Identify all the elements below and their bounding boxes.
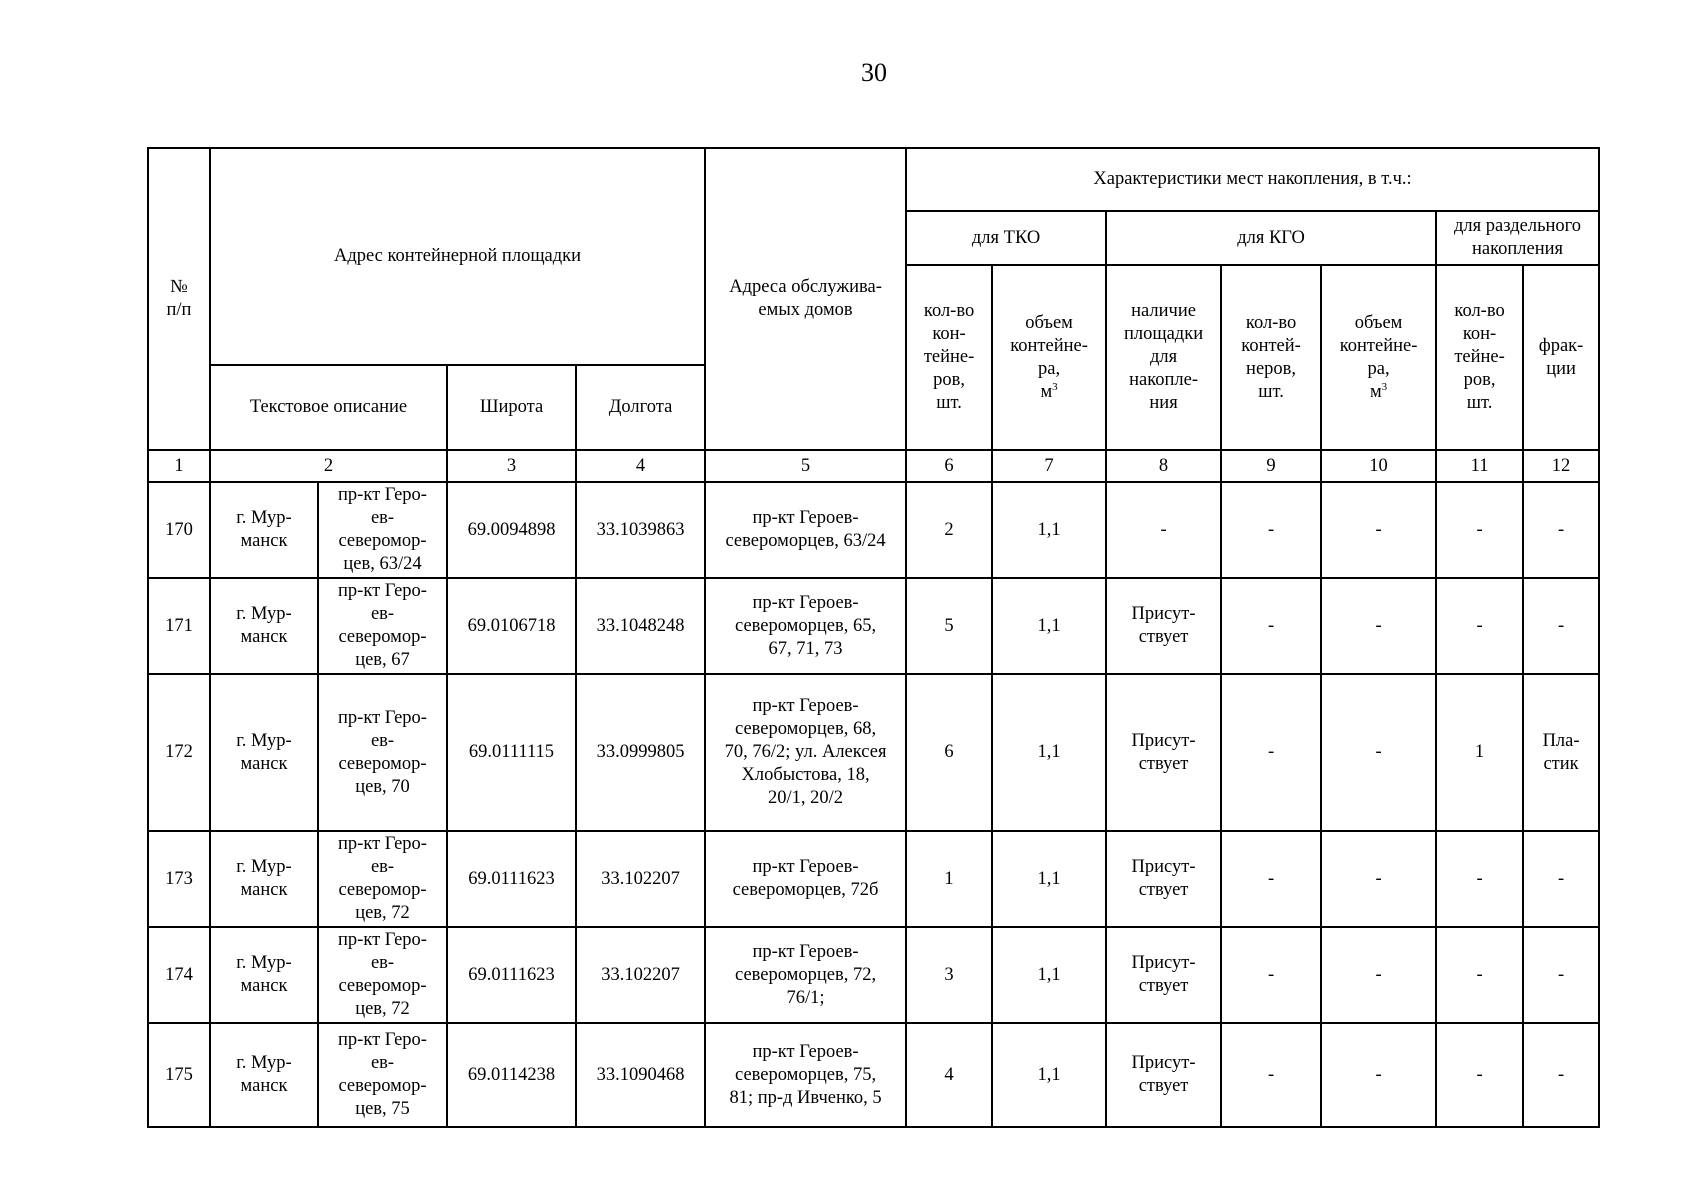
table-row	[148, 927, 1599, 1023]
served-line: пр-кт Героев-	[752, 1041, 859, 1062]
city-line: манск	[240, 627, 288, 647]
row-number: 170	[148, 482, 210, 578]
header-number-line: №	[170, 277, 188, 297]
longitude-cell: 33.1090468	[576, 1023, 705, 1127]
header-kgo-volume-line: объем	[1354, 312, 1403, 333]
header-tko-volume-line: м	[1040, 381, 1053, 402]
fraction-line: -	[1557, 1064, 1565, 1085]
header-served-line: Адреса обслужива-	[729, 277, 882, 297]
served-line: Хлобыстова, 18,	[741, 765, 870, 785]
kgo-count-cell: -	[1221, 927, 1321, 1023]
column-number: 5	[705, 450, 906, 482]
served-line: североморцев, 65,	[735, 615, 877, 636]
tko-volume-cell: 1,1	[992, 578, 1106, 674]
row-number: 172	[148, 674, 210, 831]
header-fraction-line: фрак-	[1538, 335, 1584, 356]
street-cell	[318, 1023, 447, 1127]
header-separate-line: накопления	[1472, 239, 1564, 259]
tko-volume-cell: 1,1	[992, 927, 1106, 1023]
column-number: 4	[576, 450, 705, 482]
header-tko-volume-line: ра,	[1038, 358, 1061, 379]
tko-count-cell: 5	[906, 578, 992, 674]
served-line: североморцев, 63/24	[725, 531, 886, 551]
latitude-cell: 69.0114238	[447, 1023, 576, 1127]
header-longitude: Долгота	[576, 365, 705, 450]
street-cell	[318, 482, 447, 578]
street-line: цев, 63/24	[343, 554, 422, 574]
table-row	[148, 674, 1599, 831]
header-kgo-volume-line: м	[1369, 381, 1382, 402]
tko-volume-cell: 1,1	[992, 1023, 1106, 1127]
tko-count-cell: 2	[906, 482, 992, 578]
kgo-count-cell: -	[1221, 578, 1321, 674]
row-number: 174	[148, 927, 210, 1023]
header-separate	[1436, 211, 1599, 265]
kgo-site-line: ствует	[1138, 627, 1189, 647]
city-line: манск	[240, 753, 288, 774]
header-served-houses	[705, 148, 906, 450]
header-sep-count-line: тейне-	[1454, 347, 1505, 367]
column-number: 7	[992, 450, 1106, 482]
header-sep-count-line: кол-во	[1454, 301, 1505, 321]
served-line: пр-кт Героев-	[752, 592, 859, 613]
header-sep-count-line: ров,	[1463, 370, 1496, 390]
street-cell	[318, 578, 447, 674]
longitude-cell: 33.102207	[576, 927, 705, 1023]
volume-exponent: 3	[1381, 380, 1388, 393]
row-number: 175	[148, 1023, 210, 1127]
street-line: цев, 72	[355, 903, 410, 923]
header-separate-count	[1436, 265, 1523, 450]
served-line: североморцев, 68,	[735, 719, 877, 739]
header-kgo-site-line: площадки	[1123, 324, 1204, 344]
kgo-site-line: Присут-	[1131, 953, 1196, 973]
street-line: пр-кт Геро-	[338, 485, 427, 505]
street-line: цев, 72	[355, 999, 410, 1019]
header-fraction-line: ции	[1546, 358, 1576, 379]
kgo-site-line: ствует	[1138, 976, 1189, 996]
city-cell	[210, 674, 318, 831]
column-number: 10	[1321, 450, 1436, 482]
served-houses-cell	[705, 927, 906, 1023]
kgo-site-line: -	[1160, 519, 1167, 540]
fraction-cell	[1523, 482, 1599, 578]
served-line: пр-кт Героев-	[752, 508, 859, 528]
street-line: цев, 70	[355, 776, 410, 797]
longitude-cell: 33.102207	[576, 831, 705, 927]
street-line: северомор-	[338, 753, 427, 774]
header-tko-count	[906, 265, 992, 450]
kgo-count-cell: -	[1221, 674, 1321, 831]
served-houses-cell	[705, 1023, 906, 1127]
fraction-line: Пла-	[1542, 730, 1580, 751]
latitude-cell: 69.0111623	[447, 831, 576, 927]
street-line: ев-	[370, 857, 395, 877]
street-line: северомор-	[338, 976, 427, 996]
latitude-cell: 69.0106718	[447, 578, 576, 674]
kgo-site-line: ствует	[1138, 1076, 1189, 1096]
fraction-line: -	[1557, 964, 1565, 985]
table-body	[148, 482, 1599, 1127]
city-line: манск	[240, 880, 288, 900]
header-number-line: п/п	[166, 300, 192, 320]
page-number: 30	[861, 58, 887, 87]
tko-volume-cell: 1,1	[992, 674, 1106, 831]
container-sites-table	[147, 147, 1600, 1128]
street-cell	[318, 831, 447, 927]
header-kgo-site-line: для	[1149, 347, 1178, 367]
kgo-site-cell	[1106, 578, 1221, 674]
city-line: г. Мур-	[236, 953, 292, 973]
served-line: 67, 71, 73	[768, 638, 843, 659]
column-number: 3	[447, 450, 576, 482]
city-line: г. Мур-	[236, 508, 292, 528]
kgo-site-line: Присут-	[1131, 857, 1196, 877]
header-kgo-site-line: наличие	[1131, 301, 1196, 321]
kgo-site-line: Присут-	[1131, 730, 1196, 751]
kgo-site-cell	[1106, 1023, 1221, 1127]
kgo-volume-cell: -	[1321, 1023, 1436, 1127]
latitude-cell: 69.0111623	[447, 927, 576, 1023]
city-line: манск	[240, 1076, 288, 1096]
served-line: североморцев, 75,	[735, 1064, 877, 1085]
header-kgo-count-line: неров,	[1246, 358, 1297, 379]
served-line: североморцев, 72,	[735, 964, 877, 985]
header-kgo-volume	[1321, 265, 1436, 450]
city-line: г. Мур-	[236, 730, 292, 751]
served-line: 81; пр-д Ивченко, 5	[729, 1087, 882, 1108]
header-kgo-volume-line: ра,	[1367, 358, 1390, 379]
street-line: северомор-	[338, 1076, 427, 1096]
table-row	[148, 482, 1599, 578]
fraction-line: стик	[1543, 753, 1579, 774]
tko-volume-cell: 1,1	[992, 482, 1106, 578]
header-kgo-count-line: кол-во	[1245, 312, 1297, 333]
tko-count-cell: 6	[906, 674, 992, 831]
street-line: пр-кт Геро-	[338, 707, 427, 728]
header-kgo-count-line: контей-	[1241, 335, 1301, 356]
city-cell	[210, 927, 318, 1023]
city-line: г. Мур-	[236, 1053, 292, 1073]
row-number: 171	[148, 578, 210, 674]
street-line: ев-	[370, 1053, 395, 1073]
kgo-count-cell: -	[1221, 482, 1321, 578]
street-line: пр-кт Геро-	[338, 1030, 427, 1050]
served-houses-cell	[705, 674, 906, 831]
kgo-site-line: ствует	[1138, 880, 1189, 900]
header-sep-count-line: кон-	[1462, 324, 1497, 344]
city-line: манск	[240, 531, 288, 551]
city-line: г. Мур-	[236, 604, 292, 624]
header-sep-count-line: шт.	[1466, 393, 1493, 413]
separate-count-cell: -	[1436, 927, 1523, 1023]
fraction-cell	[1523, 578, 1599, 674]
column-number: 9	[1221, 450, 1321, 482]
city-line: манск	[240, 976, 288, 996]
tko-count-cell: 1	[906, 831, 992, 927]
header-tko-count-line: кон-	[932, 324, 966, 344]
column-number: 2	[210, 450, 447, 482]
header-latitude: Широта	[447, 365, 576, 450]
fraction-line: -	[1557, 615, 1565, 636]
fraction-cell	[1523, 674, 1599, 831]
longitude-cell: 33.1048248	[576, 578, 705, 674]
street-line: пр-кт Геро-	[338, 834, 427, 854]
header-text-description: Текстовое описание	[210, 365, 447, 450]
header-served-line: емых домов	[758, 300, 853, 320]
fraction-cell	[1523, 831, 1599, 927]
longitude-cell: 33.1039863	[576, 482, 705, 578]
table-row	[148, 578, 1599, 674]
served-line: 20/1, 20/2	[768, 788, 844, 808]
kgo-volume-cell: -	[1321, 831, 1436, 927]
separate-count-cell: -	[1436, 831, 1523, 927]
header-kgo-count-line: шт.	[1258, 381, 1284, 402]
header-fraction	[1523, 265, 1599, 450]
city-cell	[210, 578, 318, 674]
served-line: 76/1;	[786, 987, 825, 1008]
city-cell	[210, 1023, 318, 1127]
street-line: ев-	[370, 953, 395, 973]
street-line: северомор-	[338, 531, 427, 551]
header-tko-count-line: кол-во	[923, 301, 975, 321]
served-line: пр-кт Героев-	[752, 941, 859, 962]
street-line: ев-	[370, 730, 395, 751]
header-kgo-site-line: накопле-	[1129, 370, 1198, 390]
street-line: северомор-	[338, 627, 427, 647]
fraction-line: -	[1557, 519, 1565, 540]
header-tko: для ТКО	[906, 211, 1106, 265]
kgo-volume-cell: -	[1321, 578, 1436, 674]
kgo-count-cell: -	[1221, 1023, 1321, 1127]
street-cell	[318, 927, 447, 1023]
street-line: пр-кт Геро-	[338, 581, 427, 601]
fraction-line: -	[1557, 868, 1565, 889]
table-header	[148, 148, 1599, 482]
city-line: г. Мур-	[236, 857, 292, 877]
latitude-cell: 69.0094898	[447, 482, 576, 578]
kgo-site-cell	[1106, 674, 1221, 831]
header-number	[148, 148, 210, 450]
separate-count-cell: -	[1436, 1023, 1523, 1127]
street-line: цев, 67	[355, 650, 410, 670]
header-site-address: Адрес контейнерной площадки	[210, 148, 705, 365]
fraction-cell	[1523, 927, 1599, 1023]
header-kgo-volume-line: контейне-	[1339, 335, 1418, 356]
street-cell	[318, 674, 447, 831]
kgo-count-cell: -	[1221, 831, 1321, 927]
header-kgo: для КГО	[1106, 211, 1436, 265]
served-houses-cell	[705, 482, 906, 578]
served-houses-cell	[705, 831, 906, 927]
header-tko-volume	[992, 265, 1106, 450]
header-tko-count-line: шт.	[936, 393, 962, 413]
header-kgo-site	[1106, 265, 1221, 450]
header-separate-line: для раздельного	[1454, 216, 1582, 236]
longitude-cell: 33.0999805	[576, 674, 705, 831]
city-cell	[210, 482, 318, 578]
kgo-volume-cell: -	[1321, 674, 1436, 831]
separate-count-cell: -	[1436, 482, 1523, 578]
street-line: цев, 75	[355, 1099, 410, 1119]
tko-volume-cell: 1,1	[992, 831, 1106, 927]
street-line: пр-кт Геро-	[338, 930, 427, 950]
kgo-volume-cell: -	[1321, 482, 1436, 578]
served-line: североморцев, 72б	[732, 880, 879, 900]
latitude-cell: 69.0111115	[447, 674, 576, 831]
kgo-site-line: ствует	[1138, 753, 1189, 774]
column-number: 12	[1523, 450, 1599, 482]
header-tko-volume-line: объем	[1025, 312, 1073, 333]
table-row	[148, 831, 1599, 927]
tko-count-cell: 3	[906, 927, 992, 1023]
header-tko-volume-line: контейне-	[1010, 335, 1088, 356]
column-number: 1	[148, 450, 210, 482]
kgo-site-cell	[1106, 831, 1221, 927]
separate-count-cell: -	[1436, 578, 1523, 674]
served-line: 70, 76/2; ул. Алексея	[724, 742, 887, 762]
header-kgo-count	[1221, 265, 1321, 450]
separate-count-cell: 1	[1436, 674, 1523, 831]
column-number: 11	[1436, 450, 1523, 482]
header-kgo-site-line: ния	[1149, 393, 1178, 413]
street-line: северомор-	[338, 880, 427, 900]
city-cell	[210, 831, 318, 927]
kgo-volume-cell: -	[1321, 927, 1436, 1023]
column-number: 6	[906, 450, 992, 482]
header-characteristics: Характеристики мест накопления, в т.ч.:	[906, 148, 1599, 211]
served-houses-cell	[705, 578, 906, 674]
row-number: 173	[148, 831, 210, 927]
street-line: ев-	[370, 604, 395, 624]
kgo-site-cell	[1106, 927, 1221, 1023]
served-line: пр-кт Героев-	[752, 857, 859, 877]
table-row	[148, 1023, 1599, 1127]
header-tko-count-line: тейне-	[923, 347, 975, 367]
street-line: ев-	[370, 508, 395, 528]
tko-count-cell: 4	[906, 1023, 992, 1127]
kgo-site-line: Присут-	[1131, 604, 1196, 624]
column-number: 8	[1106, 450, 1221, 482]
volume-exponent: 3	[1052, 380, 1058, 393]
fraction-cell	[1523, 1023, 1599, 1127]
header-tko-count-line: ров,	[933, 370, 965, 390]
kgo-site-cell	[1106, 482, 1221, 578]
kgo-site-line: Присут-	[1131, 1053, 1196, 1073]
served-line: пр-кт Героев-	[752, 696, 859, 716]
